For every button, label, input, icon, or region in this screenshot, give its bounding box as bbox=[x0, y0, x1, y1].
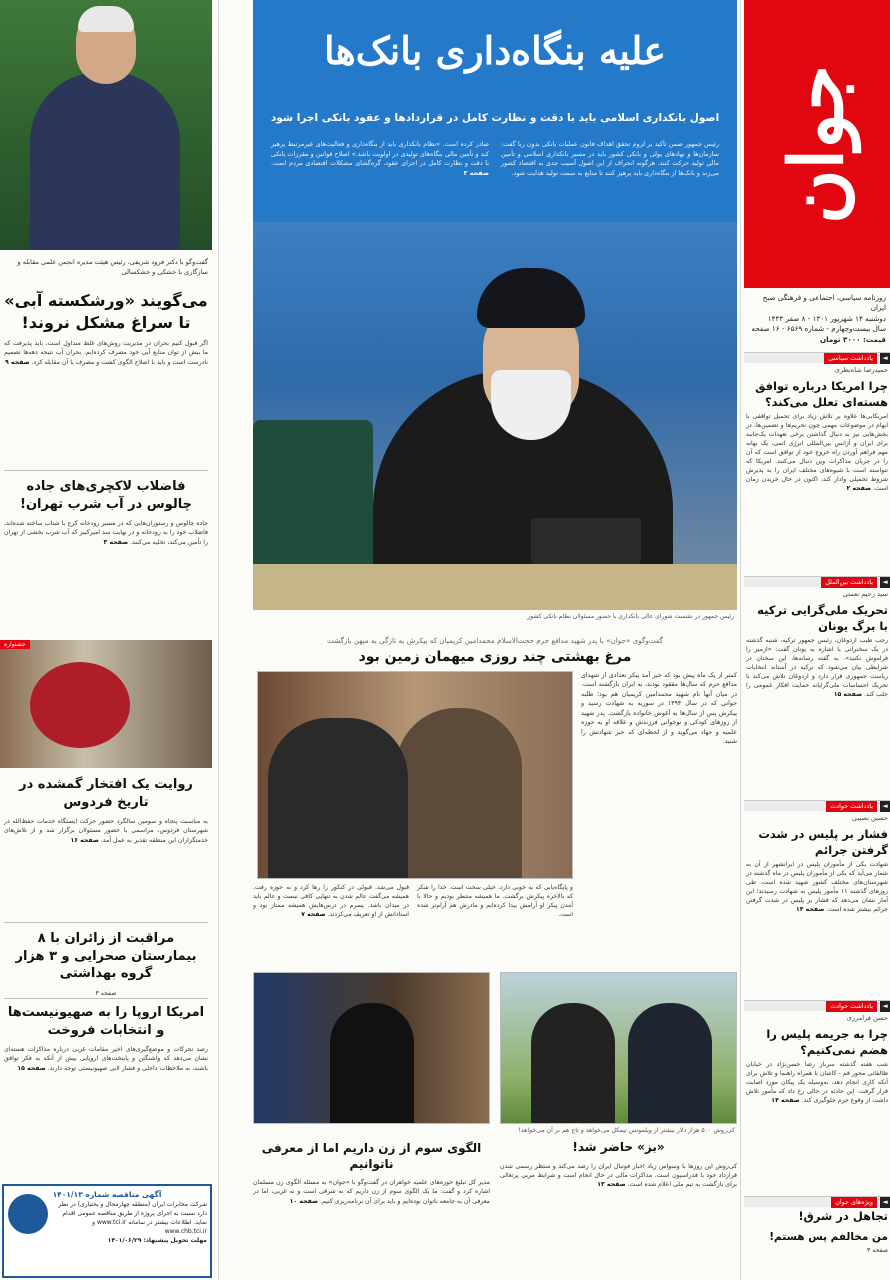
story-continuation bbox=[253, 883, 737, 920]
separator bbox=[4, 470, 208, 471]
woman-text: مدیر کل تبلیغ حوزه‌های علمیه خواهران در گفت‌وگو با «جوان» به مسئله الگوی زن مسلمان اشاره کرد و گفت: ما یک الگوی سوم از زن داریم که نه شرقی است و نه غربی، اما در معرفی آن به جامعه ناتوان بوده‌ایم و باید برای آن برنامه‌ریزی کنیم. صفحه ۱۰ bbox=[253, 1179, 490, 1205]
woman-story[interactable] bbox=[253, 972, 490, 1206]
paper-issue: سال بیست‌وچهارم - شماره ۶۵۶۹ - ۱۶ صفحه bbox=[751, 324, 886, 334]
story-body: به مناسبت پنجاه و سومین سالگرد حضور حرکت ایستگاه خدمات حفظ‌الله در شهرستان فردوس، مراسمی با حضور مسئولان برگزار شد و از تلاش‌های خدمتگزاران این منطقه تقدیر به عمل آمد. صفحه ۱۶ bbox=[4, 818, 208, 844]
ad-title: آگهی مناقصه شماره ۱۴۰۱/۱۳ bbox=[52, 1190, 162, 1199]
right-story-3[interactable] bbox=[744, 800, 890, 915]
headline[interactable]: روایت یک افتخار گمشده در تاریخ فردوس bbox=[19, 777, 193, 810]
continuation-a: قبول می‌شد. قبولی در کنکور را رها کرد و به حوزه رفت. همیشه می‌گفت عالم شدن به تنهایی کافی نیست و عالم باید در میدان باشد. پسرم در درس‌هایش همیشه ممتاز بود و استادانش از او تعریف می‌کردند. صفحه ۷ bbox=[253, 884, 409, 919]
headline[interactable]: فاضلاب لاکچری‌های جاده چالوس در آب شرب تهران! bbox=[20, 479, 192, 512]
company-logo-icon bbox=[8, 1194, 48, 1234]
martyr-story[interactable] bbox=[253, 636, 737, 920]
story-body: جاده چالوس و رستوران‌هایی که در مسیر رودخانه کرج با شتاب ساخته شده‌اند، فاضلاب خود را به رودخانه و در نهایت سد امیرکبیر که آب شرب بخشی از تهران را تأمین می‌کند، تخلیه می‌کنند. صفحه ۳ bbox=[4, 520, 208, 546]
separator bbox=[4, 998, 208, 999]
main-column bbox=[253, 0, 737, 1280]
lead-text-b: صادر کرده است. «نظام بانکداری باید از بنگاه‌داری و فعالیت‌های غیرمرتبط پرهیز کند و تأمین مالی بنگاه‌های تولیدی در اولویت باشد.» اصلاح قوانین و مقررات بانکی با دقت و نظارت کامل در اجرای عقود، گره‌گشای مشکلات اقتصادی مردم است. صفحه ۲ bbox=[271, 140, 489, 177]
interview-kicker: گفت‌وگو با دکتر فرود شریفی، رئیس هیئت مدیره انجمن علمی مقابله و سازگاری با خشکی و خشکسالی bbox=[17, 258, 208, 276]
byline: حسین نصیبی bbox=[851, 814, 888, 822]
right-column bbox=[744, 0, 890, 1280]
official-figure bbox=[531, 1003, 615, 1123]
arrow-icon: ◄ bbox=[880, 1001, 890, 1012]
story-text: کمتر از یک ماه پیش بود که خبر آمد پیکر تعدادی از شهدای مدافع حرم که سال‌ها مفقود بودند، به ایران بازگشته است. در میان آنها نام شهید محمدامین کریمیان هم بود؛ طلبه جوانی که در سال ۱۳۹۴ در سوریه به شهادت رسید و پیکرش پس از سال‌ها به آغوش خانواده بازگشت. پدر شهید از روزهای کودکی و نوجوانی فرزندش و علاقه او به حوزه علمیه و جهاد می‌گوید و از لحظه‌ای که خبر شهادتش را شنید. bbox=[581, 672, 737, 746]
headline[interactable]: تجاهل در شرق! bbox=[798, 1209, 888, 1223]
coach-headline[interactable]: «بز» حاضر شد! bbox=[572, 1140, 665, 1154]
ceremony-photo bbox=[0, 640, 212, 768]
masthead-logo[interactable] bbox=[744, 0, 890, 288]
woman-headline[interactable]: الگوی سوم از زن داریم اما از معرفی ناتوانیم bbox=[261, 1141, 482, 1171]
section-tag bbox=[744, 352, 890, 363]
bottom-stories bbox=[253, 972, 737, 1206]
desk-shape bbox=[253, 564, 737, 610]
story-body: شهادت یکی از مأموران پلیس در ایرانشهر از آن به شمار می‌آید که یکی از مأموران پلیس در ماه گذشته در شهرستان‌های مختلف کشور شهید شده است. طی روزهای گذشته ۱۱ مأمور پلیس به شهادت رسیدند؛ این آمار نشان می‌دهد که فشار بر پلیس در شدت گرفتن جرائم بیشتر شده است. صفحه ۱۴ bbox=[746, 861, 888, 913]
arrow-icon: ◄ bbox=[880, 801, 890, 812]
story-body: امریکایی‌ها علاوه بر تلاش زیاد برای تحمیل توافقی با ابهام در موضوعات مهمی چون تحریم‌ها و تضمین‌ها، در بخش‌هایی نیز به دنبال گذاشتن برخی تعهدات یک‌جانبه برای ایران و آژانس بین‌المللی انرژی اتمی، یک بهانه مهم فراهم آوردن راه خروج خود از توافق است که آن را در جریان مذاکرات وین دنبال می‌کنند. امریکا که نتواسته است با شیوه‌های مختلف ایران را به پذیرش شروط تحمیلی وادار کند، اکنون در حال خریدن زمان است. صفحه ۲ bbox=[746, 413, 888, 492]
paper-date: دوشنبه ۱۴ شهریور ۱۴۰۱ - ۸ صفر ۱۴۴۴ bbox=[767, 313, 886, 323]
paper-price: قیمت: ۳۰۰۰ تومان bbox=[819, 334, 886, 344]
story-kicker: گفت‌وگوی «جوان» با پدر شهید مدافع حرم حجت‌الاسلام محمدامین کریمیان که پیکرش به تازگی به میهن بازگشت bbox=[327, 636, 663, 645]
story-photo bbox=[257, 671, 573, 879]
column-divider bbox=[740, 0, 741, 1280]
turban-shape bbox=[477, 268, 585, 328]
headline[interactable]: چرا امریکا درباره توافق هسته‌ای تعلل می‌کند؟ bbox=[755, 379, 888, 409]
left-story-3[interactable] bbox=[4, 776, 208, 845]
story-headline[interactable]: مرغ بهشتی چند روزی میهمان زمین بود bbox=[358, 649, 632, 665]
coach-figure bbox=[628, 1003, 712, 1123]
coach-story[interactable] bbox=[500, 972, 737, 1206]
byline: حسن فرامرزی bbox=[846, 1014, 888, 1022]
lead-story[interactable] bbox=[253, 0, 737, 610]
headline[interactable]: تحریک ملی‌گرایی ترکیه با برگ یونان bbox=[757, 603, 888, 633]
lead-headline[interactable]: علیه بنگاه‌داری بانک‌ها bbox=[324, 28, 666, 73]
right-story-4[interactable] bbox=[744, 1000, 890, 1106]
tag-label: یادداشت سیاسی bbox=[824, 353, 877, 364]
tag-label: یادداشت بین‌الملل bbox=[821, 577, 877, 588]
separator bbox=[4, 922, 208, 923]
woman-photo bbox=[253, 972, 490, 1124]
masthead-info bbox=[748, 293, 886, 345]
byline: حمیدرضا شاه‌نظری bbox=[834, 366, 888, 374]
story-body: رجب طیب اردوغان، رئیس جمهور ترکیه، شنبه گذشته در یک سخنرانی با اشاره به یونان گفت: «ازمیر را فراموش نکنید». به گفته رسانه‌ها، این سخنان در شرایطی بیان می‌شود که ترکیه در آستانه انتخابات ریاست جمهوری قرار دارد و اردوغان تلاش می‌کند با تحریک احساسات ملی‌گرایانه حمایت افکار عمومی را جلب کند. صفحه ۱۵ bbox=[746, 637, 888, 698]
left-story-4[interactable] bbox=[4, 930, 208, 998]
headline[interactable]: می‌گویند «ورشکسته آبی» تا سراغ مشکل نروند! bbox=[4, 291, 208, 332]
father-figure bbox=[268, 718, 408, 878]
section-tag bbox=[744, 1000, 890, 1011]
section-tag bbox=[744, 1196, 890, 1207]
lead-text-a: رئیس جمهور ضمن تأکید بر لزوم تحقق اهداف قانون عملیات بانکی بدون ربا گفت: سازمان‌ها و نهادهای پولی و بانکی کشور باید در مسیر بانکداری اسلامی و تأمین مالی تولید حرکت کنند. هرگونه انحراف از این اصول آسیب جدی به اقتصاد کشور می‌زند و بانک‌ها از بنگاه‌داری باید پرهیز کنند تا منابع به سمت تولید هدایت شود. bbox=[501, 140, 719, 177]
section-tag bbox=[744, 800, 890, 811]
headline[interactable]: مراقبت از زائران با ۸ بیمارستان صحرایی و ۳ هزار گروه بهداشتی bbox=[15, 931, 197, 982]
emblem-shape bbox=[30, 662, 130, 748]
arrow-icon: ◄ bbox=[880, 577, 890, 588]
ceremony-tag: جشنواره bbox=[0, 640, 30, 649]
logo-text: جوان bbox=[774, 64, 860, 224]
arrow-icon: ◄ bbox=[880, 353, 890, 364]
story-body: اگر قبول کنیم بحران در مدیریت روش‌های غلط متداول است، باید پذیرفت که ما بیش از توان منابع آبی خود مصرف کرده‌ایم. بحران آب نتیجه دهه‌ها تصمیم نادرست است و باید با اصلاح الگوی کشت و مصرف با آن مقابله کرد. صفحه ۹ bbox=[4, 340, 208, 366]
headline[interactable]: امریکا اروپا را به صهیونیست‌ها و انتخابات فروخت bbox=[7, 1005, 205, 1038]
section-tag bbox=[744, 576, 890, 587]
left-story-2[interactable] bbox=[4, 478, 208, 547]
woman-figure bbox=[330, 1003, 414, 1123]
page-ref: صفحه ۳ bbox=[95, 989, 117, 997]
lead-photo-caption: رئیس جمهور در نشست شورای عالی بانکداری با حضور مسئولان نظام بانکی کشور bbox=[527, 613, 734, 620]
arrow-icon: ◄ bbox=[880, 1197, 890, 1208]
left-column bbox=[0, 0, 212, 1280]
left-story-1[interactable] bbox=[4, 290, 208, 367]
ad-body: شرکت مخابرات ایران (منطقه چهارمحال و بختیاری) در نظر دارد نسبت به اجرای پروژه از طریق مناقصه عمومی اقدام نماید. اطلاعات بیشتر در سامانه www.tci.ir و www.chb.tci.ir bbox=[58, 1201, 207, 1236]
chair-shape bbox=[253, 420, 373, 570]
interview-portrait bbox=[0, 0, 212, 250]
coach-photo bbox=[500, 972, 737, 1124]
lead-photo bbox=[253, 222, 737, 610]
suit-shape bbox=[30, 72, 180, 250]
microphone-icon bbox=[531, 518, 641, 564]
cleric-figure bbox=[396, 708, 522, 878]
ad-date: مهلت تحویل پیشنهاد: ۱۴۰۱/۰۶/۲۹ bbox=[107, 1237, 207, 1245]
sub-headline[interactable]: من مخالفم پس هستم! bbox=[769, 1230, 888, 1243]
tag-label: یادداشت حوادث bbox=[826, 801, 877, 812]
tender-advertisement[interactable] bbox=[2, 1184, 212, 1278]
tag-label: یادداشت حوادث bbox=[826, 1001, 877, 1012]
hair-shape bbox=[78, 6, 134, 32]
headline[interactable]: چرا به جریمه پلیس را هضم نمی‌کنیم؟ bbox=[766, 1027, 888, 1057]
right-story-2[interactable] bbox=[744, 576, 890, 700]
left-story-5[interactable] bbox=[4, 1004, 208, 1073]
story-body: شب هفته گذشته سرباز رضا حسن‌نژاد در خیابان طالقانی محور قم - کاشان با همراه راهنما و تلاش برای آنکه کاری انجام دهد، به‌وسیله یک پیکان مورد اصابت قرار گرفت. این حادثه در حالی رخ داد که مأمور تلاش داشت از وقوع جرم جلوگیری کند. صفحه ۱۴ bbox=[746, 1061, 888, 1104]
lead-deck: اصول بانکداری اسلامی باید با دقت و نظارت کامل در قراردادها و عقود بانکی اجرا شود bbox=[270, 112, 720, 124]
continuation-b: و پایگاه‌یابی که به خوبی دارد، خیلی سخت است. خدا را شکر که بالاخره پیکرش برگشت. ما همیشه منتظر بودیم و حالا با آمدن پیکر او آرامش پیدا کرده‌ایم و مادرش هم آرام‌تر شده است. bbox=[417, 884, 573, 919]
byline: سید رحیم نعمتی bbox=[842, 590, 888, 598]
page-ref: صفحه ۳ bbox=[867, 1246, 888, 1254]
right-story-1[interactable] bbox=[744, 352, 890, 494]
story-body: رصد تحرکات و موضع‌گیری‌های اخیر مقامات غربی درباره مذاکرات هسته‌ای نشان می‌دهد که واشنگتن و پایتخت‌های اروپایی بیش از آنکه به فکر توافق باشند، به ملاحظات داخلی و فشار لابی صهیونیستی توجه دارند. صفحه ۱۵ bbox=[4, 1046, 208, 1072]
coach-caption: کی‌روش ۵۰۰ هزار دلار بیشتر از ویلموتس تیمکل می‌خواهد و تاج هم بر آن می‌خواهد! bbox=[518, 1127, 735, 1134]
headline[interactable]: فشار بر پلیس در شدت گرفتن جرائم bbox=[758, 827, 888, 857]
paper-description: روزنامه سیاسی، اجتماعی و فرهنگی صبح ایران bbox=[762, 293, 886, 313]
column-divider bbox=[218, 0, 219, 1280]
tag-label: ویژه‌های جوان bbox=[831, 1197, 877, 1208]
story-body bbox=[253, 671, 737, 879]
lead-text-columns bbox=[271, 140, 719, 178]
coach-text: کی‌روش این روزها با وسواس زیاد اخبار فوتبال ایران را رصد می‌کند و منتظر رسمی شدن قرارداد خود با فدراسیون است. مذاکرات مالی در حال انجام است و شرایط مربی پرتغالی برای بازگشت به تیم ملی اعلام شده است. صفحه ۱۳ bbox=[500, 1162, 737, 1189]
right-story-5[interactable] bbox=[744, 1196, 890, 1256]
